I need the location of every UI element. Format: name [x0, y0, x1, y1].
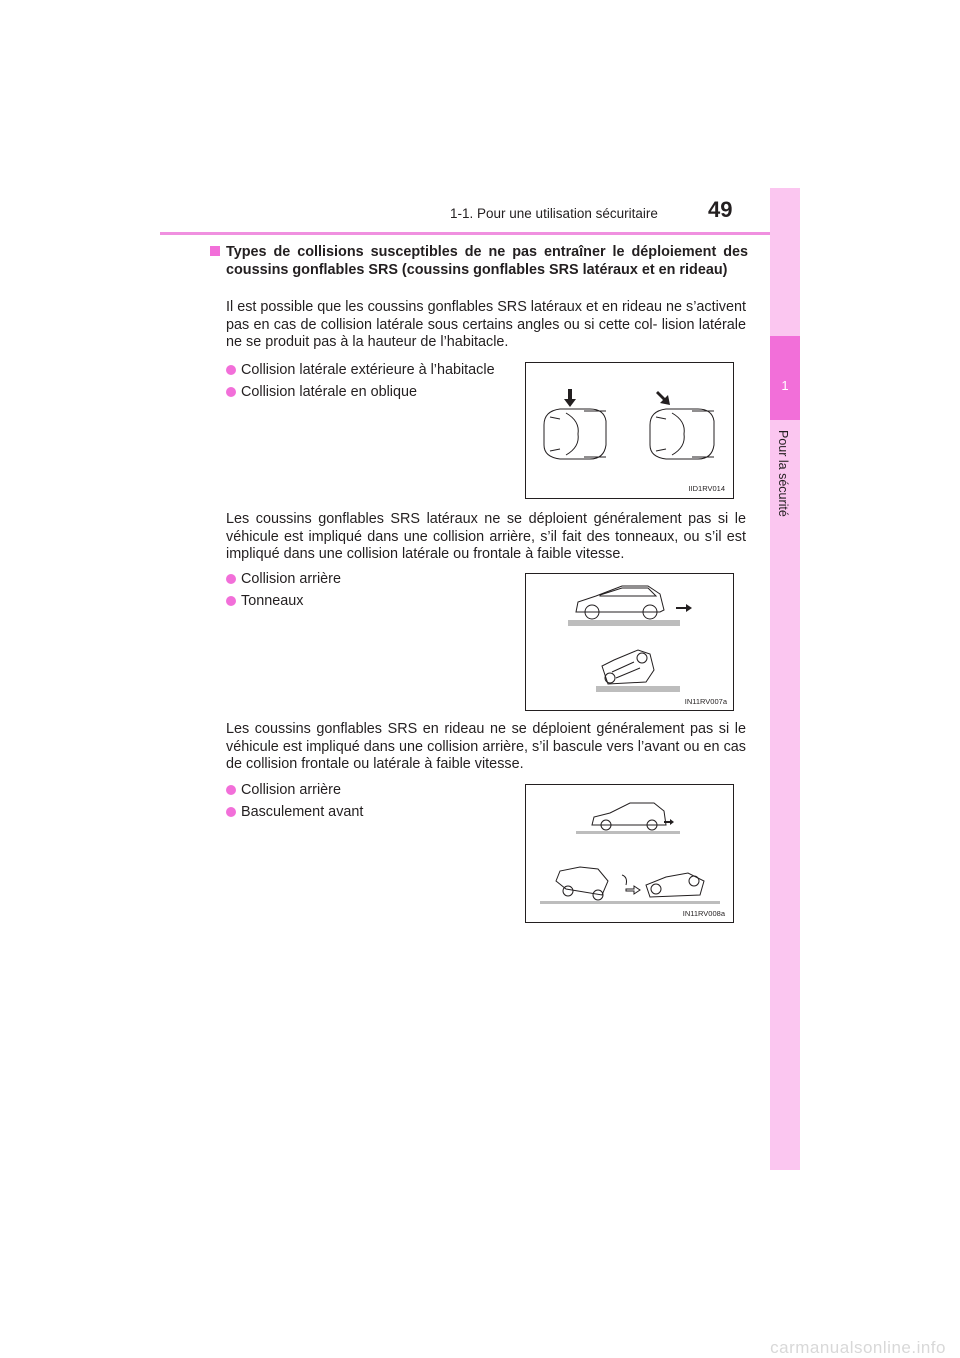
section-heading [210, 244, 748, 279]
rear-rollover-illustration [526, 574, 733, 710]
list-item: Tonneaux [226, 593, 303, 610]
figure-rear-forward-tip [525, 784, 734, 923]
bullet-icon [226, 387, 236, 397]
section-heading-text: Types de collisions susceptibles de ne pas entraîner le déploiement des coussins gonflables SRS (coussins gonflables SRS latéraux et en rideau) [226, 244, 748, 278]
heading-square-icon [210, 246, 220, 256]
forward-tip-illustration [526, 785, 733, 922]
bullet-icon [226, 365, 236, 375]
bullet-icon [226, 785, 236, 795]
figure-code: IID1RV014 [688, 484, 725, 493]
figure-side-collision [525, 362, 734, 499]
footer-watermark: carmanualsonline.info [770, 1338, 946, 1357]
running-header: 1-1. Pour une utilisation sécuritaire [450, 206, 658, 221]
footer [0, 1338, 960, 1358]
paragraph: Les coussins gonflables SRS en rideau ne se déploient généralement pas si le véhicule est impliqué dans une collision arrière, s’il bascule vers l’avant ou en cas de collision frontale ou latérale à faible vitesse. [226, 721, 746, 772]
bullet-icon [226, 596, 236, 606]
figure-code: IN11RV007a [684, 697, 727, 706]
list-item: Collision arrière [226, 782, 341, 799]
page-number: 49 [708, 197, 733, 222]
figure-code: IN11RV008a [682, 909, 725, 918]
side-collision-illustration [526, 363, 733, 498]
chapter-title: Pour la sécurité [776, 430, 790, 517]
list-item: Collision latérale en oblique [226, 384, 417, 401]
chapter-number: 1 [781, 378, 789, 393]
list-item: Basculement avant [226, 804, 363, 821]
list-item: Collision latérale extérieure à l’habitacle [226, 362, 495, 379]
figure-rear-rollover [525, 573, 734, 711]
list-item: Collision arrière [226, 571, 341, 588]
intro-paragraph: Il est possible que les coussins gonflables SRS latéraux et en rideau ne s’activent pas en cas de collision latérale sous certains angles ou si cette col- lision latérale ne se produit pas à la hauteur de l’habitacle. [226, 299, 746, 350]
paragraph: Les coussins gonflables SRS latéraux ne se déploient généralement pas si le véhicule est impliqué dans une collision arrière, s’il fait des tonneaux, ou s’il est impliqué dans une collision latérale ou frontale à faible vitesse. [226, 511, 746, 562]
header-rule [160, 232, 800, 235]
bullet-icon [226, 807, 236, 817]
bullet-icon [226, 574, 236, 584]
